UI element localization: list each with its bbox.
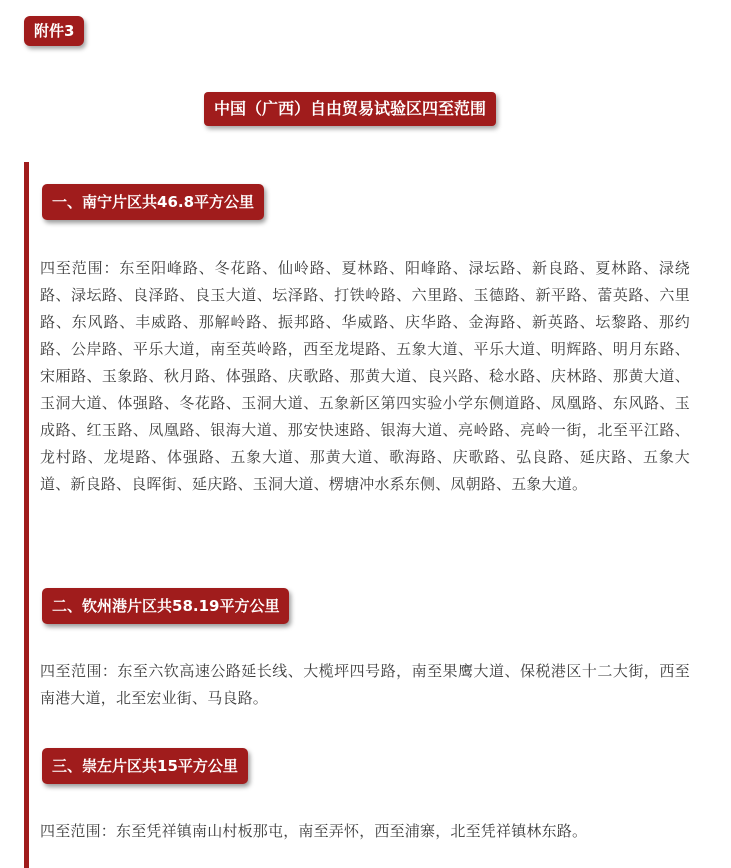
section-body-nanning: 四至范围：东至阳峰路、冬花路、仙岭路、夏林路、阳峰路、渌坛路、新良路、夏林路、渌绕路、渌坛路、良泽路、良玉大道、坛泽路、打铁岭路、六里路、玉德路、新平路、蕾英路、六里路、东风路、丰威路、那解岭路、振邦路、华威路、庆华路、金海路、新英路、坛黎路、那约路、公岸路、平乐大道，南至英岭路，西至龙堤路、五象大道、平乐大道、明辉路、明月东路、宋厢路、玉象路、秋月路、体强路、庆歌路、那黄大道、良兴路、稔水路、庆林路、那黄大道、玉洞大道、体强路、冬花路、玉洞大道、五象新区第四实验小学东侧道路、凤凰路、东风路、玉成路、红玉路、凤凰路、银海大道、那安快速路、银海大道、亮岭路、亮岭一街，北至平江路、龙村路、龙堤路、体强路、五象大道、那黄大道、歌海路、庆歌路、弘良路、延庆路、五象大道、新良路、良晖街、延庆路、玉洞大道、楞塘冲水系东侧、凤朝路、五象大道。 [40,259,690,493]
attachment-label: 附件3 [24,16,84,46]
section-heading-chongzuo: 三、崇左片区共15平方公里 [42,748,248,784]
section-heading-qinzhou: 二、钦州港片区共58.19平方公里 [42,588,289,624]
content-area [24,162,729,868]
section-heading-nanning: 一、南宁片区共46.8平方公里 [42,184,264,220]
page-title: 中国（广西）自由贸易试验区四至范围 [204,92,496,126]
section-body-qinzhou: 四至范围：东至六钦高速公路延长线、大榄坪四号路，南至果鹰大道、保税港区十二大街，西至南港大道，北至宏业街、马良路。 [40,662,690,707]
section-body-chongzuo: 四至范围：东至凭祥镇南山村板那屯，南至弄怀，西至浦寨，北至凭祥镇林东路。 [40,822,588,840]
